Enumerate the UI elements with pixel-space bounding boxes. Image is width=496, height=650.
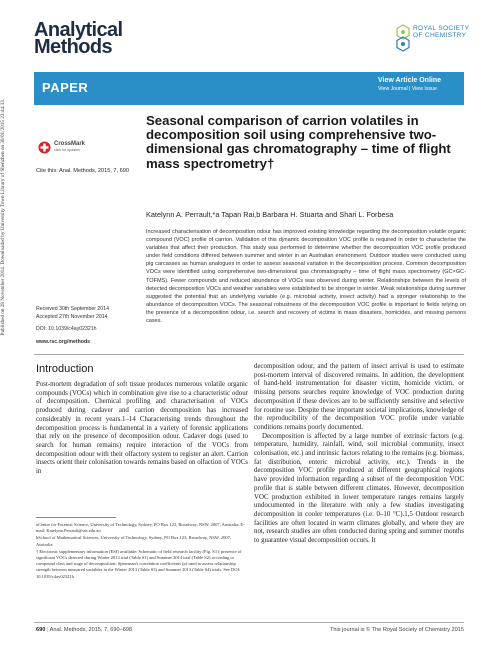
- doi[interactable]: DOI: 10.1039/c4ay02321h: [36, 326, 97, 333]
- intro-paragraph-3: Decomposition is affected by a large number of extrinsic factors (e.g. temperature, humidity, rainfall, wind, soil microbial community, insect colonisation, etc.) and intrinsic factors relating to the remains (e.g. biomass, fat distribution, enteric microbial activity, etc.). Trends in the decomposition VOC profile produced at different geographical regions have provided information regarding a subset of the decomposition VOC profile that is stable between different climates. However, decomposition VOC production exhibited in lower temperature ranges remains largely undocumented in the literature with only a few studies investigating decomposition in cooler temperatures (i.e. 0–10 °C).1,5 Outdoor research facilities are often located in warm climates globally, and where they are not, research studies are often conducted during spring and summer months to guarantee visual decomposition occurs. It: [254, 432, 464, 545]
- crossmark-badge[interactable]: [38, 141, 110, 154]
- footnote-affiliation-b: bSchool of Mathematical Sciences, University of Technology, Sydney, PO Box 123, Broadway, NSW, 2007, Australia: [36, 535, 232, 547]
- footer-left: 690 | Anal. Methods, 2015, 7, 690–698: [36, 627, 133, 633]
- abstract: Increased characterisation of decomposition odour has improved existing knowledge regarding the decomposition volatile organic compound (VOC) profile of carrion. Validation of this dynamic decomposition VOC profile is required in order to characterise the variables that affect their production. This study was performed to determine whether the decomposition VOC profile produced under field conditions differed between summer and winter in an Australian environment. Outdoor studies were conducted using pig carcasses as human analogues in order to assess seasonal variation in the decomposition process. Common decomposition VOCs were identified using comprehensive two-dimensional gas chromatography – time of flight mass spectrometry (GC×GC-TOFMS). Fewer compounds and reduced abundance of VOCs was observed during winter. Relationships between the levels of detected decomposition VOCs and weather variables were established to be stronger in winter. Weak relationships during summer suggested the potential that an underlying variable (e.g. microbial activity, insect activity) had a stronger relationship to the abundance of decomposition VOCs. The seasonal robustness of the decomposition VOC profile is important to fields relying on the presence of a decomposition odour, i.e. search and recovery of victims in mass disasters, homicides, and missing persons cases.: [146, 229, 466, 325]
- view-article-online-link[interactable]: View Article Online: [378, 77, 442, 84]
- introduction-heading: Introduction: [36, 363, 94, 375]
- footnotes: [36, 522, 248, 581]
- section-divider: [34, 354, 464, 355]
- download-notice-text: Published on 28 November 2014. Downloaded by University Town Library of Shenzhen on 30/01/2015 23:44:33.: [0, 99, 6, 336]
- publisher-line1: ROYAL SOCIETY: [413, 25, 470, 32]
- article-links: [378, 77, 441, 92]
- crossmark-icon: [38, 141, 51, 154]
- footer-citation: Anal. Methods, 2015, 7, 690–698: [49, 627, 133, 633]
- download-notice: [0, 96, 13, 566]
- article-type-label: PAPER: [42, 80, 89, 95]
- footer-divider: [34, 622, 464, 623]
- crossmark-sublabel: click for updates: [54, 148, 80, 152]
- publisher-name: [413, 25, 469, 40]
- journal-title-line2: Methods: [34, 36, 113, 58]
- intro-paragraph-2: decomposition odour, and the pattern of insect arrival is used to estimate post-mortem interval of discovered remains. In addition, the development of hand-held instrumentation for disaster victim, homicide victim, or missing persons searches require knowledge of VOC production during decomposition if these devices are to be sufficiently sensitive and selective for routine use. Despite these important societal implications, knowledge of the reproducibility of the decomposition VOC profile under variable conditions remains poorly documented.: [254, 363, 464, 431]
- view-journal-issue-link[interactable]: View Journal | View Issue: [378, 86, 437, 92]
- footnote-affiliation-a: aCentre for Forensic Science, University of Technology, Sydney, PO Box 123, Broadway, NSW, 2007, Australia. E-mail: Katelynn.Perrault@uts.edu.au: [36, 522, 245, 534]
- journal-title-line1: Analytical: [34, 19, 123, 41]
- publisher-line2: OF CHEMISTRY: [413, 32, 467, 40]
- footnote-divider: [36, 517, 116, 518]
- crossmark-label: CrossMark: [54, 141, 86, 147]
- author-list: Katelynn A. Perrault,*a Tapan Rai,b Barbara H. Stuarta and Shari L. Forbesa: [146, 210, 394, 219]
- body-column-left: [36, 381, 248, 477]
- article-history: [36, 306, 136, 346]
- journal-website-link[interactable]: www.rsc.org/methods: [36, 338, 90, 345]
- page-number: 690: [36, 627, 46, 633]
- footnote-esi: † Electronic supplementary information (ESI) available: Schematic of field research facility (Fig. S1); presence of significant VOCs detected during Winter 2013 trial (Table S1) and Summer 2014 trial (Table S2) according to compound class and stage of decomposition; Spearman's correlation coefficients (ρ) used to assess relationship strength between measured variables in the Winter 2013 (Table S3) and Summer 2013 (Table S4) trials. See DOI: 10.1039/c4ay02321h: [36, 548, 242, 579]
- journal-title[interactable]: [34, 19, 123, 58]
- citation-line: Cite this: Anal. Methods, 2015, 7, 690: [36, 168, 129, 174]
- footer-copyright: This journal is © The Royal Society of Chemistry 2015: [330, 627, 464, 633]
- body-column-right: [254, 363, 464, 546]
- intro-paragraph-1: Post-mortem degradation of soft tissue produces numerous volatile organic compounds (VOCs) which in combination give rise to a characteristic odour of decomposition. Chemical profiling and characterisation of VOCs produced during cadaver and carrion decomposition has increased considerably in recent years.1–14 Characterising trends throughout the decomposition process is fundamental in a variety of forensic applications that rely on the presence of decomposition odour. Cadaver dogs (used to search for human remains) require interaction of the VOCs from decomposition odour with their olfactory system to register an alert. Carrion insects orient their colonisation towards remains based on olfaction of VOCs in: [36, 381, 248, 476]
- received-date: Received 30th September 2014: [36, 306, 109, 312]
- accepted-date: Accepted 27th November 2014: [36, 313, 108, 320]
- article-title: Seasonal comparison of carrion volatiles in decomposition soil using comprehensive two-dimensional gas chromatography – time of flight mass spectrometry†: [146, 113, 451, 171]
